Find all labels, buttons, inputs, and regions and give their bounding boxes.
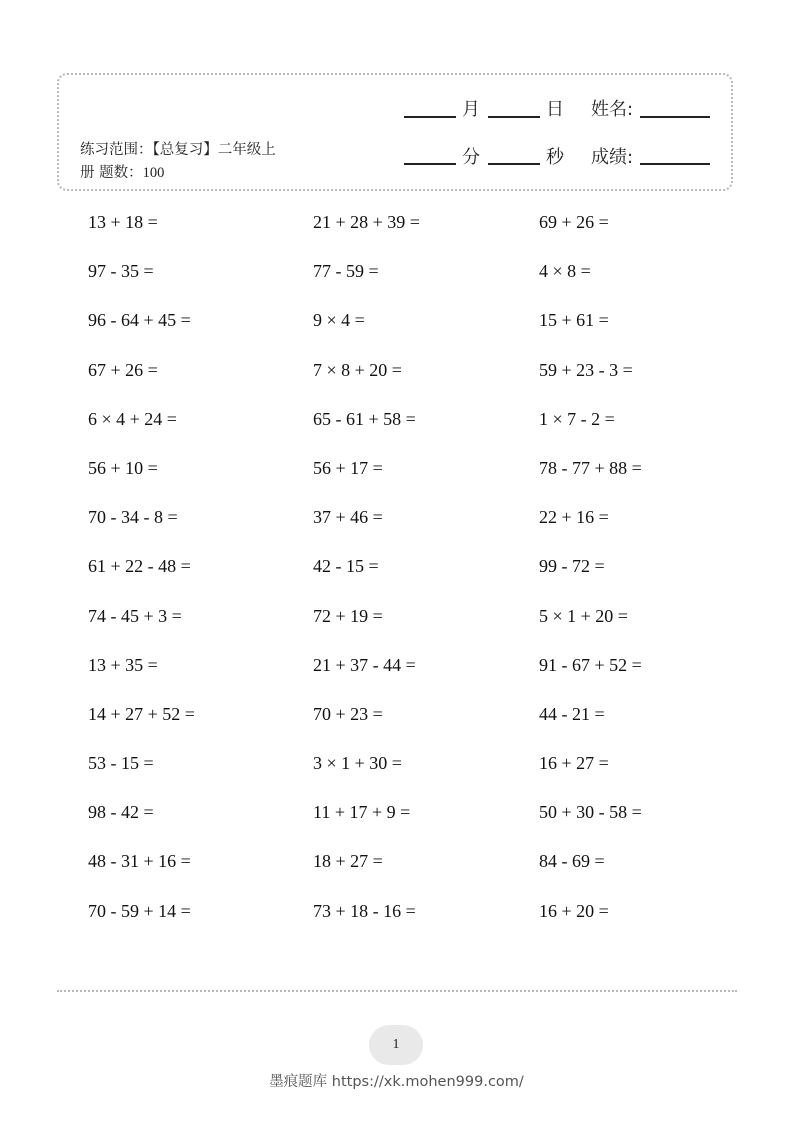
page-divider: [57, 990, 737, 992]
day-blank[interactable]: [488, 116, 540, 118]
problem: 70 - 34 - 8 =: [88, 507, 178, 528]
second-label: 秒: [546, 147, 564, 168]
problem: 96 - 64 + 45 =: [88, 310, 191, 331]
problem: 11 + 17 + 9 =: [313, 802, 411, 823]
problem: 37 + 46 =: [313, 507, 383, 528]
problem: 56 + 10 =: [88, 457, 158, 478]
problem: 4 × 8 =: [539, 261, 591, 282]
day-label: 日: [546, 99, 564, 120]
problem: 72 + 19 =: [313, 605, 383, 626]
time-score-row: [0, 146, 793, 170]
name-label: 姓名:: [591, 99, 634, 120]
problem: 3 × 1 + 30 =: [313, 753, 402, 774]
second-blank[interactable]: [488, 163, 540, 165]
problem: 42 - 15 =: [313, 556, 379, 577]
problem: 84 - 69 =: [539, 851, 605, 872]
problem-grid: [88, 207, 728, 945]
problem: 1 × 7 - 2 =: [539, 408, 615, 429]
range-line-2-prefix: 册 题数：: [80, 165, 143, 181]
problem: 5 × 1 + 20 =: [539, 605, 628, 626]
month-label: 月: [462, 99, 480, 120]
problem: 97 - 35 =: [88, 261, 154, 282]
problem: 9 × 4 =: [313, 310, 365, 331]
problem: 59 + 23 - 3 =: [539, 359, 633, 380]
problem: 50 + 30 - 58 =: [539, 802, 642, 823]
problem: 18 + 27 =: [313, 851, 383, 872]
problem: 48 - 31 + 16 =: [88, 851, 191, 872]
problem: 74 - 45 + 3 =: [88, 605, 182, 626]
problem: 99 - 72 =: [539, 556, 605, 577]
page-number: 1: [369, 1025, 423, 1065]
problem: 61 + 22 - 48 =: [88, 556, 191, 577]
minute-label: 分: [462, 147, 480, 168]
problem: 70 - 59 + 14 =: [88, 900, 191, 921]
problem: 14 + 27 + 52 =: [88, 703, 195, 724]
range-line-1: 练习范围：【总复习】二年级上: [80, 142, 276, 158]
date-name-row: [0, 98, 793, 122]
problem: 7 × 8 + 20 =: [313, 359, 402, 380]
problem: 22 + 16 =: [539, 507, 609, 528]
minute-blank[interactable]: [404, 163, 456, 165]
problem: 53 - 15 =: [88, 753, 154, 774]
problem: 78 - 77 + 88 =: [539, 457, 642, 478]
problem: 15 + 61 =: [539, 310, 609, 331]
problem: 77 - 59 =: [313, 261, 379, 282]
problem: 44 - 21 =: [539, 703, 605, 724]
name-blank[interactable]: [640, 116, 710, 118]
problem: 6 × 4 + 24 =: [88, 408, 177, 429]
problem: 69 + 26 =: [539, 212, 609, 232]
problem: 67 + 26 =: [88, 359, 158, 380]
score-blank[interactable]: [640, 163, 710, 165]
problem: 70 + 23 =: [313, 703, 383, 724]
problem: 21 + 28 + 39 =: [313, 212, 420, 232]
problem: 65 - 61 + 58 =: [313, 408, 416, 429]
problem: 91 - 67 + 52 =: [539, 654, 642, 675]
month-blank[interactable]: [404, 116, 456, 118]
problem: 56 + 17 =: [313, 457, 383, 478]
problem: 13 + 35 =: [88, 654, 158, 675]
problem: 16 + 20 =: [539, 900, 609, 921]
problem-count: 100: [142, 165, 165, 181]
problem: 98 - 42 =: [88, 802, 154, 823]
score-label: 成绩:: [591, 147, 634, 168]
problem: 21 + 37 - 44 =: [313, 654, 416, 675]
problem: 16 + 27 =: [539, 753, 609, 774]
footer-source: 墨痕题库 https://xk.mohen999.com/: [269, 1074, 524, 1090]
problem: 73 + 18 - 16 =: [313, 900, 416, 921]
problem: 13 + 18 =: [88, 212, 158, 232]
